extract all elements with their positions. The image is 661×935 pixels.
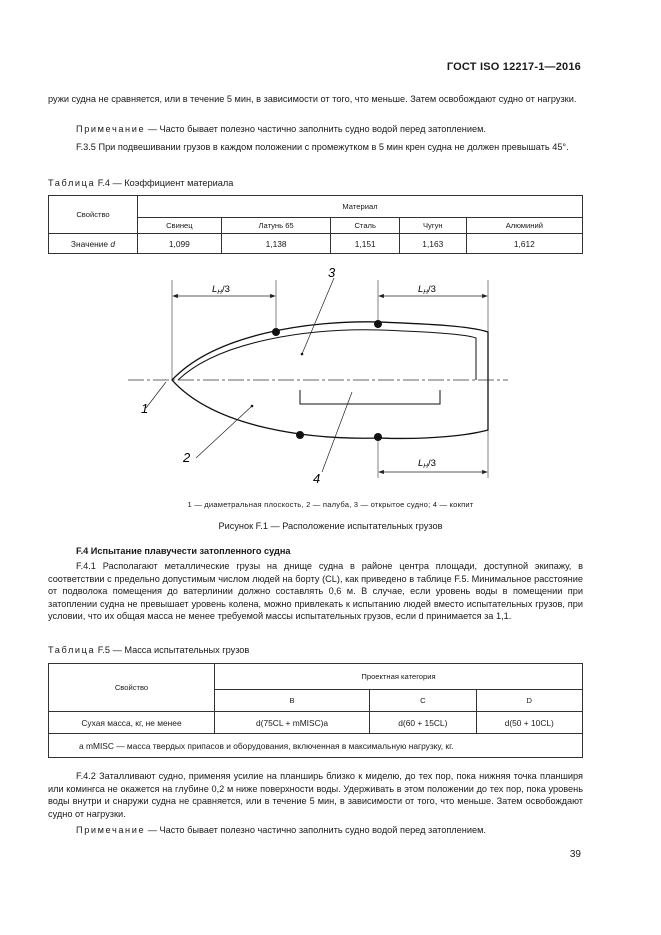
table-f5-value: d(50 + 10CL) xyxy=(476,712,582,734)
weight-point xyxy=(296,431,304,439)
paragraph-f42: F.4.2 Заталливают судно, применяя усилие на планширь близко к миделю, до тех пор, пока нижняя точка планширя или комингса не окажется на глубине 0,2 м ниже поверхности воды. Удерживать в этом положении до тех пор, пока уровень воды внутри и снаружи судна не сравняется, или в течение 5 мин, в зависимости от того, что меньше. Затем освобождают судно от нагрузки. xyxy=(48,771,583,819)
dimension-label: $L_H/3$ xyxy=(418,458,436,470)
leader-line-3 xyxy=(302,278,334,354)
table-f4-row-var: d xyxy=(110,238,116,249)
table-f4-row-label: Значение d xyxy=(49,234,138,254)
table-f4-value: 1,138 xyxy=(221,234,331,254)
document-code: ГОСТ ISO 12217-1—2016 xyxy=(446,61,581,73)
table-f4-value: 1,163 xyxy=(399,234,466,254)
table-f4-material: Чугун xyxy=(399,218,466,234)
table-f4-value: 1,151 xyxy=(331,234,399,254)
weight-point xyxy=(272,328,280,336)
note-2-label: Примечание xyxy=(76,825,146,835)
table-f4 xyxy=(48,195,583,254)
table-f5-value: d(60 + 15CL) xyxy=(370,712,476,734)
table-f4-caption xyxy=(48,178,233,188)
table-f5-title: F.5 — Масса испытательных грузов xyxy=(95,645,250,655)
paragraph-f35: F.3.5 При подвешивании грузов в каждом положении с промежутком в 5 мин крен судна не должен превышать 45°. xyxy=(76,142,569,152)
table-f4-header-property: Свойство xyxy=(49,196,138,234)
page-number: 39 xyxy=(569,849,581,860)
table-f5-value: d(75CL + mMISC)a xyxy=(215,712,370,734)
dimension-label: $L_H/3$ xyxy=(212,284,230,296)
callout-3: 3 xyxy=(328,265,336,280)
table-f5-caption xyxy=(48,645,249,655)
note-2 xyxy=(48,824,583,837)
paragraph-continued: ружи судна не сравняется, или в течение 5 мин, в зависимости от того, что меньше. Затем освобождают судно от нагрузки. xyxy=(48,94,577,104)
table-f5-header-category: Проектная категория xyxy=(215,664,583,690)
table-f4-label: Таблица xyxy=(48,178,96,188)
table-f5-category: D xyxy=(476,690,582,712)
figure-caption: Рисунок F.1 — Расположение испытательных грузов xyxy=(218,521,443,531)
table-f4-material: Латунь 65 xyxy=(221,218,331,234)
callout-1: 1 xyxy=(141,401,149,416)
note-1 xyxy=(48,123,583,136)
callout-4: 4 xyxy=(313,471,321,486)
paragraph-f41: F.4.1 Располагают металлические грузы на днище судна в районе центра площади, доступной экипажу, в соответствии с предельно допустимым числом людей на борту (CL), как приведено в таблице F.5. Минимальное расстояние от подволока помещения до ватерлинии должно составлять 0,6 м. В случае, если уровень воды в помещении при затоплении судна не превышает уровень колена, можно привлекать к испытанию людей вместо испытательных грузов, при условии, что их общая масса не менее требуемой массы испытательных грузов, если d принимается за 1,1. xyxy=(48,561,583,621)
note-2-text: — Часто бывает полезно частично заполнить судно водой перед затоплением. xyxy=(145,825,486,835)
weight-point xyxy=(374,320,382,328)
table-f4-material: Алюминий xyxy=(466,218,582,234)
note-1-label: Примечание xyxy=(76,124,146,134)
callout-2: 2 xyxy=(183,450,191,465)
table-f5-footnote: a mMISC — масса твердых припасов и оборудования, включенная в максимальную нагрузку, кг. xyxy=(49,734,583,758)
section-title-f4: F.4 Испытание плавучести затопленного судна xyxy=(76,546,291,556)
table-f4-value: 1,612 xyxy=(466,234,582,254)
figure-f1-diagram xyxy=(0,262,661,492)
table-f5-category: C xyxy=(370,690,476,712)
deck-line xyxy=(178,330,476,380)
table-f5-header-property: Свойство xyxy=(49,664,215,712)
cockpit-outline xyxy=(300,390,440,404)
table-f5 xyxy=(48,663,583,758)
note-1-text: — Часто бывает полезно частично заполнить судно водой перед затоплением. xyxy=(145,124,486,134)
table-f5-label: Таблица xyxy=(48,645,96,655)
table-f4-value: 1,099 xyxy=(138,234,222,254)
figure-legend: 1 — диаметральная плоскость, 2 — палуба, 3 — открытое судно; 4 — кокпит xyxy=(187,500,474,509)
table-f4-title: F.4 — Коэффициент материала xyxy=(95,178,234,188)
table-f4-header-material: Материал xyxy=(138,196,583,218)
leader-line-1 xyxy=(146,382,166,408)
weight-point xyxy=(374,433,382,441)
leader-line-2 xyxy=(196,406,252,458)
table-f4-material: Сталь xyxy=(331,218,399,234)
table-f5-row-label: Сухая масса, кг, не менее xyxy=(49,712,215,734)
table-f5-category: B xyxy=(215,690,370,712)
dimension-label: $L_H/3$ xyxy=(418,284,436,296)
table-f4-material: Свинец xyxy=(138,218,222,234)
